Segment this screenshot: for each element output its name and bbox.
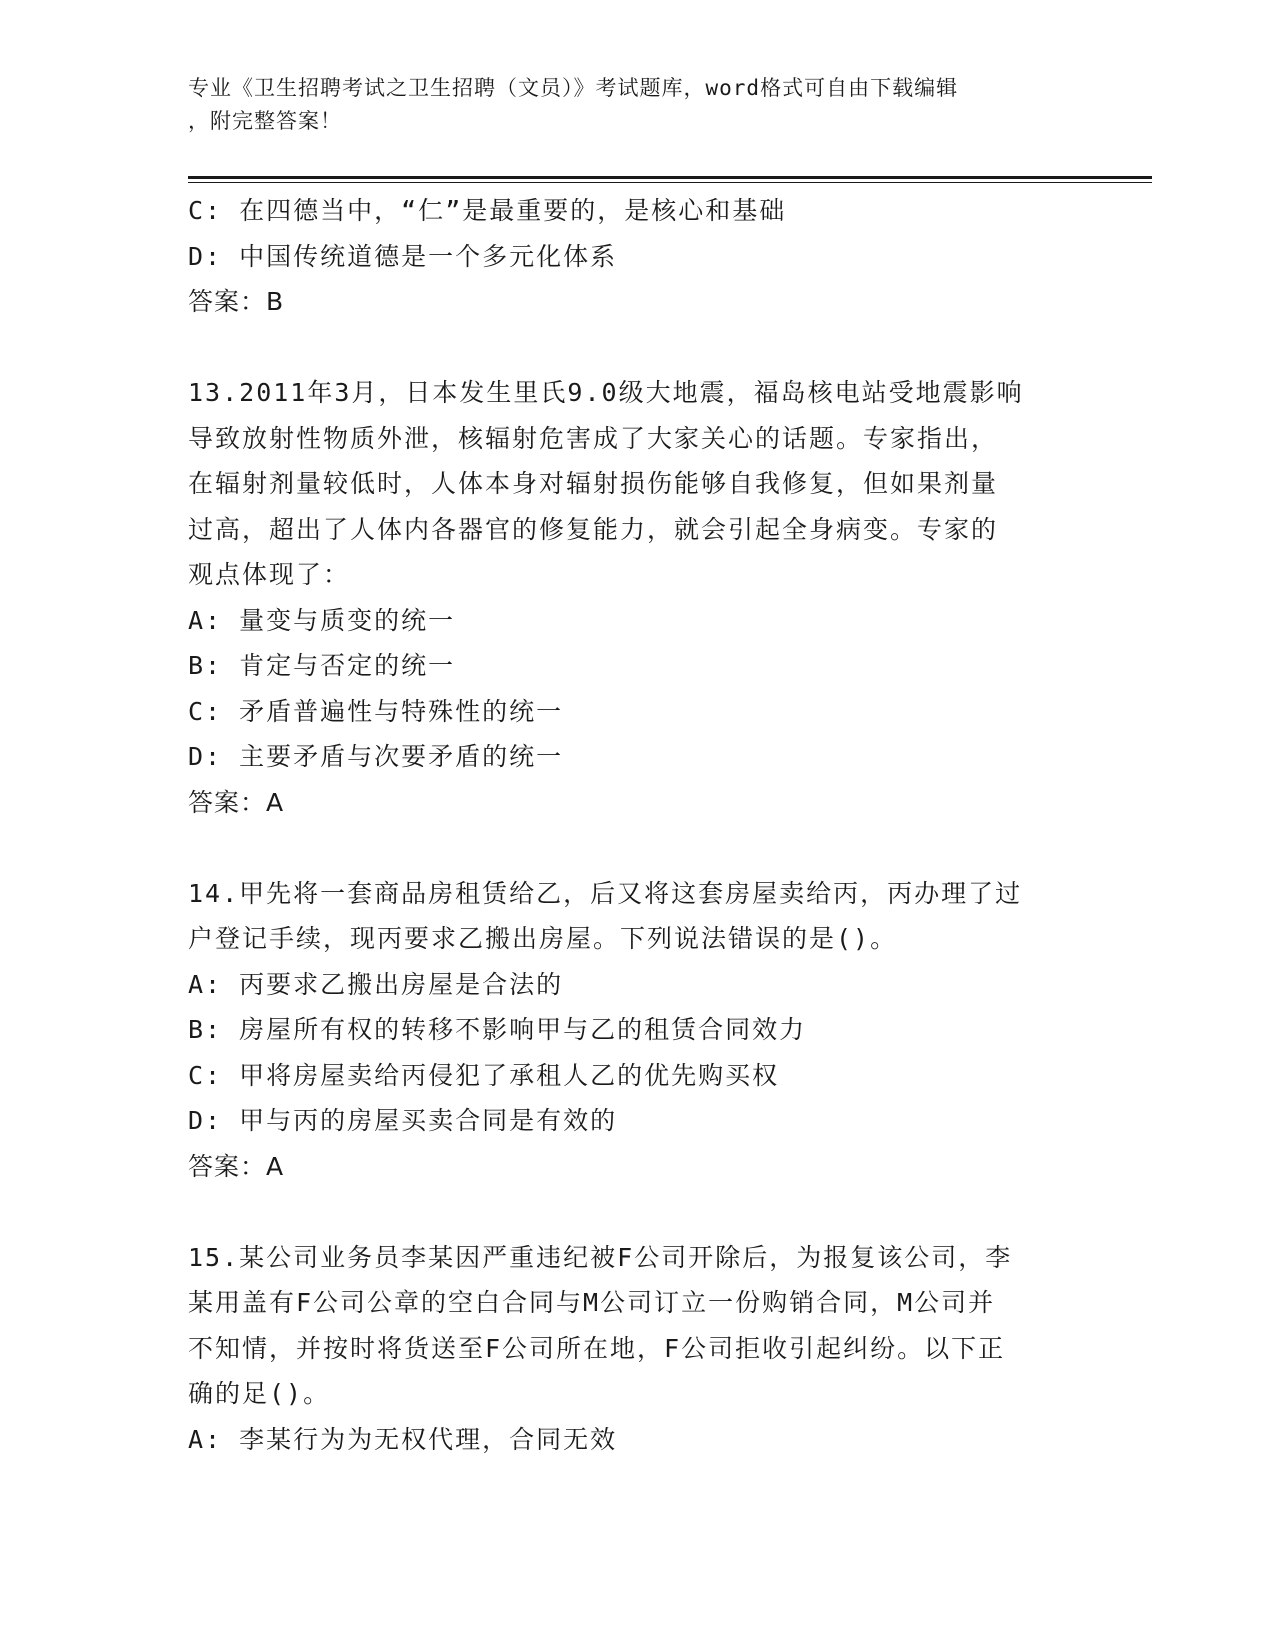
prev-question (188, 188, 1088, 325)
question-stem-line: 导致放射性物质外泄，核辐射危害成了大家关心的话题。专家指出， (188, 423, 999, 453)
question-stem-line: 不知情，并按时将货送至F公司所在地，F公司拒收引起纠纷。以下正 (188, 1333, 1006, 1363)
header-line-2: ，附完整答案！ (188, 109, 342, 133)
question-stem-line: 某用盖有F公司公章的空白合同与M公司订立一份购销合同，M公司并 (188, 1288, 996, 1317)
question-stem-line: 户登记手续，现丙要求乙搬出房屋。下列说法错误的是()。 (188, 924, 898, 953)
question-stem-line: 观点体现了： (188, 560, 351, 589)
option-b: B: 肯定与否定的统一 (188, 651, 456, 680)
question-stem-line: 过高，超出了人体内各器官的修复能力，就会引起全身病变。专家的 (188, 514, 999, 544)
question-stem-line: 确的足()。 (188, 1379, 331, 1408)
header-rule-thick (188, 176, 1152, 179)
spacer (188, 825, 1088, 871)
option-a: A: 量变与质变的统一 (188, 605, 456, 635)
answer-text: 答案：A (188, 1151, 285, 1181)
question-stem-line: 13.2011年3月，日本发生里氏9.0级大地震，福岛核电站受地震影响 (188, 378, 1024, 407)
header-line-1: 专业《卫生招聘考试之卫生招聘（文员）》考试题库，word格式可自由下载编辑 (188, 76, 959, 100)
option-b: B: 房屋所有权的转移不影响甲与乙的租赁合同效力 (188, 1015, 807, 1044)
document-body (188, 188, 1088, 1462)
spacer (188, 325, 1088, 371)
option-d: D: 甲与丙的房屋买卖合同是有效的 (188, 1106, 618, 1135)
option-a: A: 丙要求乙搬出房屋是合法的 (188, 969, 564, 999)
spacer (188, 1189, 1088, 1235)
question-stem-line: 14.甲先将一套商品房租赁给乙，后又将这套房屋卖给丙，丙办理了过 (188, 878, 1023, 908)
option-a: A: 李某行为为无权代理，合同无效 (188, 1424, 618, 1454)
header-rule-thin (188, 182, 1152, 183)
option-c: C: 矛盾普遍性与特殊性的统一 (188, 696, 564, 726)
answer-text: 答案：B (188, 287, 285, 316)
question-stem-line: 15.某公司业务员李某因严重违纪被F公司开除后，为报复该公司，李 (188, 1242, 1013, 1272)
question-14 (188, 871, 1088, 1190)
option-d: D: 中国传统道德是一个多元化体系 (188, 241, 618, 271)
question-15 (188, 1235, 1088, 1463)
option-c: C: 在四德当中，“仁”是最重要的，是核心和基础 (188, 196, 787, 225)
option-d: D: 主要矛盾与次要矛盾的统一 (188, 742, 564, 771)
document-header (188, 72, 1068, 138)
question-13 (188, 370, 1088, 825)
question-stem-line: 在辐射剂量较低时，人体本身对辐射损伤能够自我修复，但如果剂量 (188, 469, 999, 498)
option-c: C: 甲将房屋卖给丙侵犯了承租人乙的优先购买权 (188, 1060, 780, 1090)
answer-text: 答案：A (188, 787, 285, 817)
